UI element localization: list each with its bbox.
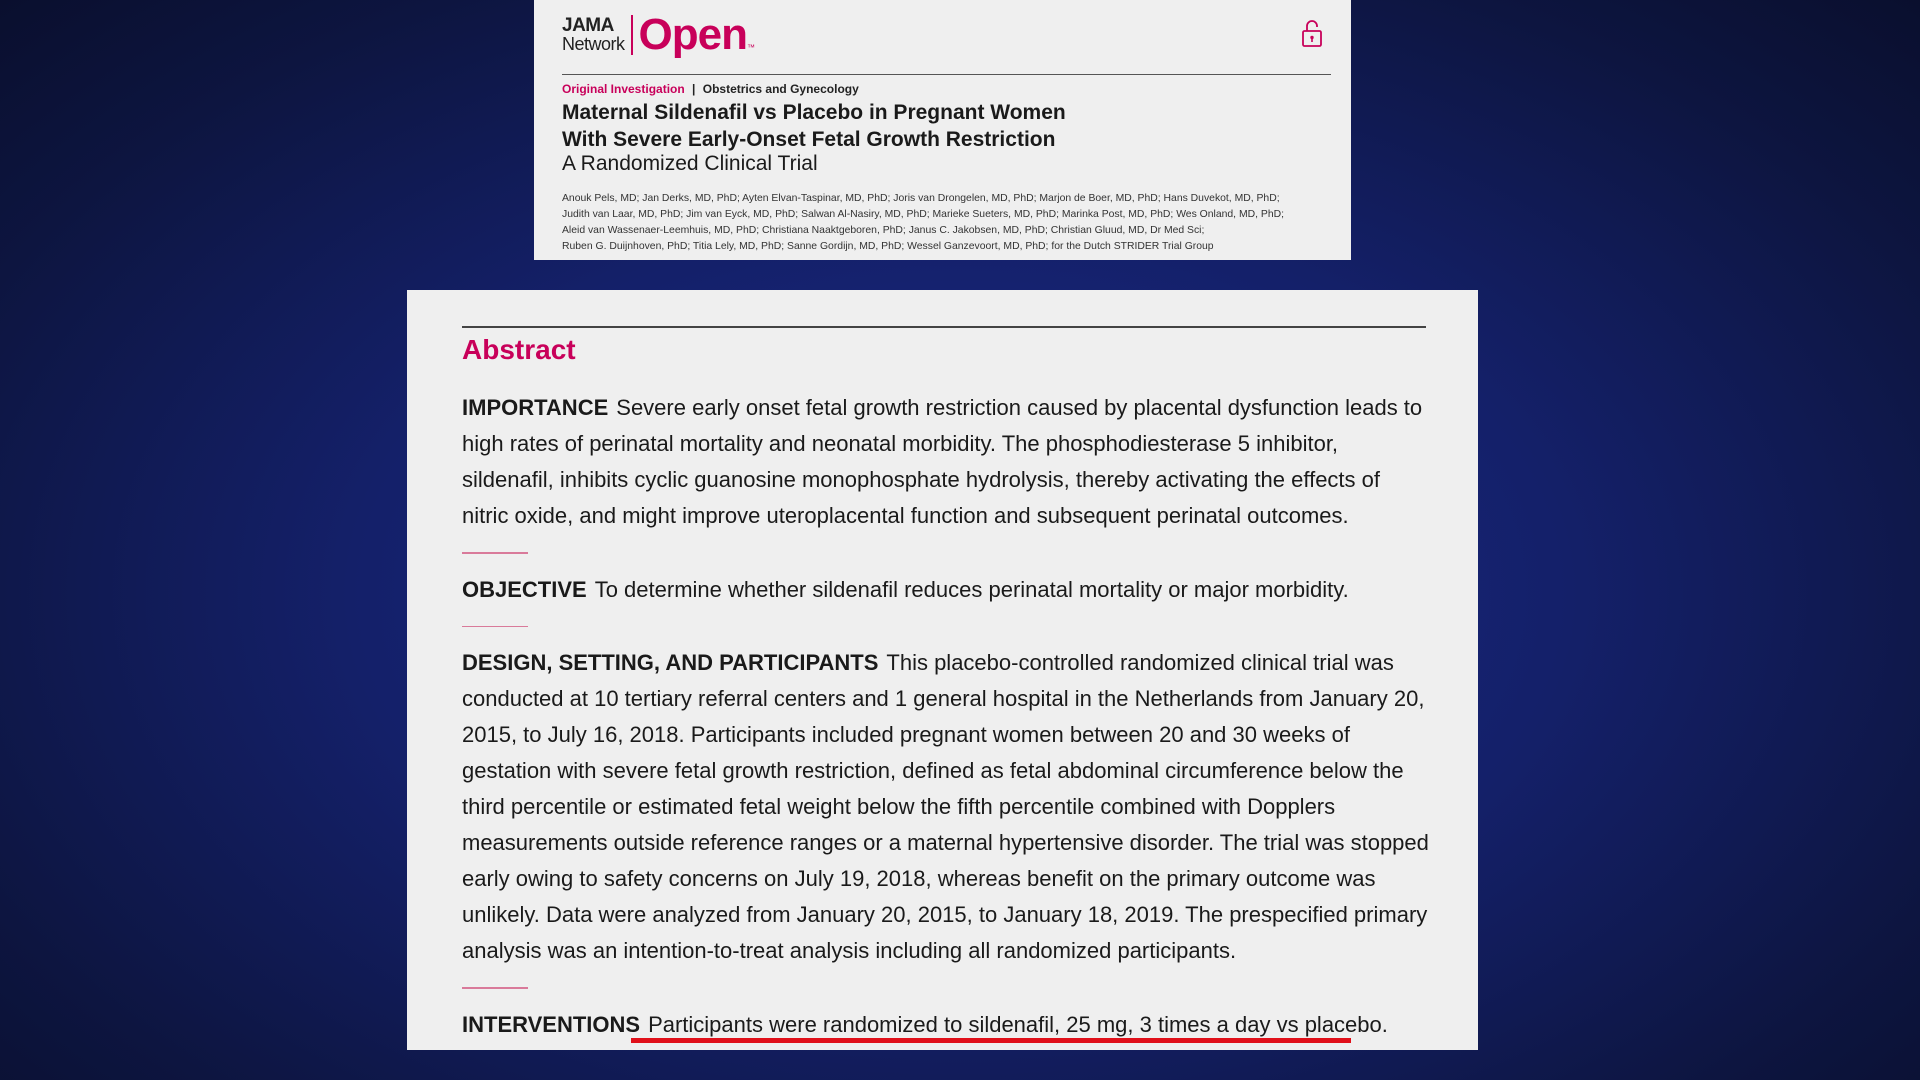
header-divider bbox=[562, 74, 1331, 75]
section-separator bbox=[462, 552, 528, 554]
importance-paragraph bbox=[462, 390, 1430, 534]
objective-text: To determine whether sildenafil reduces perinatal mortality or major morbidity. bbox=[594, 576, 1349, 602]
section-separator bbox=[462, 626, 528, 628]
author-list bbox=[562, 191, 1322, 255]
design-label: DESIGN, SETTING, AND PARTICIPANTS bbox=[462, 650, 879, 675]
abstract-divider bbox=[462, 326, 1426, 328]
highlight-underline bbox=[631, 1038, 1351, 1043]
article-type[interactable]: Original Investigation bbox=[562, 82, 685, 96]
objective-label: OBJECTIVE bbox=[462, 576, 587, 602]
interventions-label: INTERVENTIONS bbox=[462, 1011, 641, 1037]
section-separator bbox=[462, 987, 528, 989]
article-meta bbox=[562, 82, 859, 96]
abstract-body bbox=[462, 390, 1430, 1043]
design-text: This placebo-controlled randomized clinical trial was conducted at 10 tertiary referral centers and 1 general hospital in the Netherlands from January 20, 2015, to July 16, 2018. Participants included pregnant women between 20 and 30 weeks of gestation with severe fetal growth restriction, defined as fetal abdominal circumference below the third percentile or estimated fetal weight below the fifth percentile combined with Dopplers measurements outside reference ranges or a maternal hypertensive disorder. The trial was stopped early owing to safety concerns on July 19, 2018, whereas benefit on the primary outcome was unlikely. Data were analyzed from January 20, 2015, to January 18, 2019. The prespecified primary analysis was an intention-to-treat analysis including all randomized participants. bbox=[462, 650, 1429, 963]
logo-jama-text: JAMA bbox=[562, 15, 614, 36]
logo-divider bbox=[631, 15, 633, 55]
unlock-icon bbox=[1301, 18, 1323, 48]
author-line: Aleid van Wassenaer-Leemhuis, MD, PhD; Christiana Naaktgeboren, PhD; Janus C. Jakobsen, MD, PhD; Christian Gluud, MD, Dr Med Sci; bbox=[562, 225, 1205, 236]
jama-network-open-logo[interactable] bbox=[562, 10, 755, 60]
article-title bbox=[562, 99, 1302, 153]
logo-network-text: Network bbox=[562, 34, 625, 54]
article-header-card bbox=[534, 0, 1351, 260]
title-line-1: Maternal Sildenafil vs Placebo in Pregnant Women bbox=[562, 101, 1066, 124]
abstract-heading: Abstract bbox=[462, 334, 576, 365]
logo-trademark: ™ bbox=[746, 43, 755, 52]
interventions-text: Participants were randomized to sildenafil, 25 mg, 3 times a day vs placebo. bbox=[648, 1011, 1388, 1037]
article-subtitle: A Randomized Clinical Trial bbox=[562, 152, 818, 175]
importance-text: Severe early onset fetal growth restriction caused by placental dysfunction leads to high rates of perinatal mortality and neonatal morbidity. The phosphodiesterase 5 inhibitor, sildenafil, inhibits cyclic guanosine monophosphate hydrolysis, thereby activating the effects of nitric oxide, and might improve uteroplacental function and subsequent perinatal outcomes. bbox=[462, 395, 1423, 528]
importance-label: IMPORTANCE bbox=[462, 395, 609, 420]
article-section: Obstetrics and Gynecology bbox=[702, 82, 859, 96]
logo-open-text: Open bbox=[638, 10, 747, 59]
author-line: Ruben G. Duijnhoven, PhD; Titia Lely, MD, PhD; Sanne Gordijn, MD, PhD; Wessel Ganzevoort, MD, PhD; for the Dutch STRIDER Trial Group bbox=[562, 241, 1214, 252]
title-line-2: With Severe Early-Onset Fetal Growth Restriction bbox=[562, 128, 1056, 151]
logo-jama-network bbox=[562, 17, 625, 53]
abstract-card bbox=[407, 290, 1478, 1050]
design-paragraph bbox=[462, 645, 1430, 969]
objective-paragraph bbox=[462, 572, 1430, 608]
author-line: Anouk Pels, MD; Jan Derks, MD, PhD; Ayten Elvan-Taspinar, MD, PhD; Joris van Drongelen, MD, PhD; Marjon de Boer, MD, PhD; Hans Duvekot, MD, PhD; bbox=[562, 193, 1280, 204]
author-line: Judith van Laar, MD, PhD; Jim van Eyck, MD, PhD; Salwan Al-Nasiry, MD, PhD; Marieke Sueters, MD, PhD; Marinka Post, MD, PhD; Wes Onland, MD, PhD; bbox=[562, 209, 1284, 220]
meta-separator: | bbox=[692, 82, 696, 96]
